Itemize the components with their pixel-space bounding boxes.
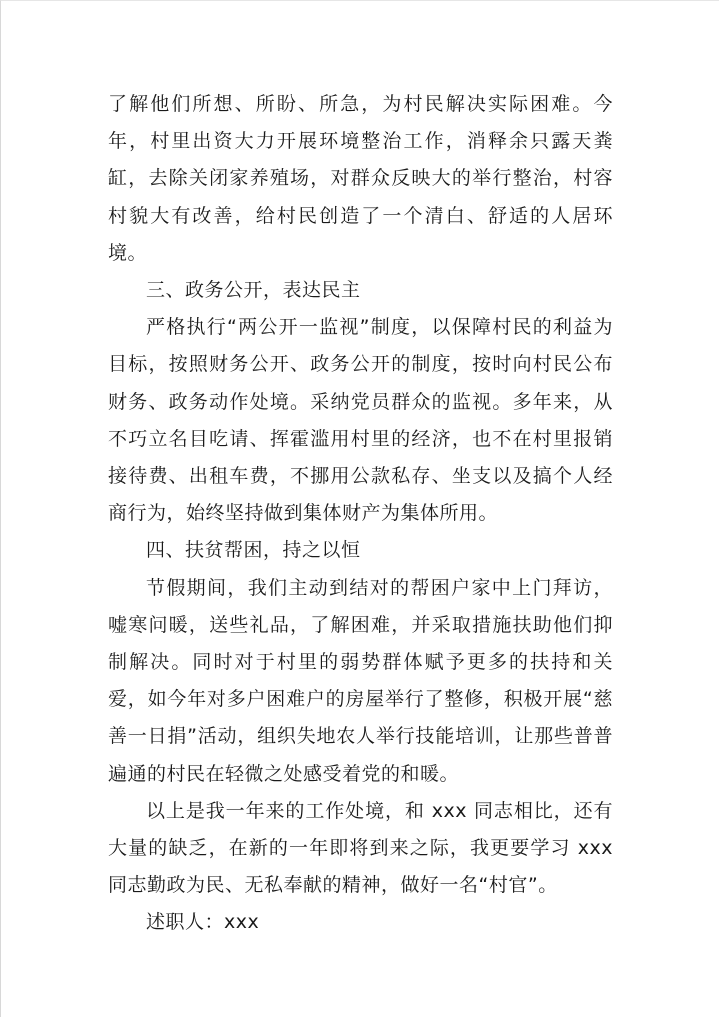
signature-line: 述职人：xxx <box>146 911 260 934</box>
paragraph-poverty-aid: 节假期间，我们主动到结对的帮困户家中上门拜访，嘘寒问暖，送些礼品，了解困难，并采取措施扶助他们抑制解决。同时对于村里的弱势群体赋予更多的扶持和关爱，如今年对多户困难户的房屋举行了整修，积极开展“慈善一日捐”活动，组织失地农人举行技能培训，让那些普普遍通的村民在轻微之处感受着党的和暖。 <box>108 576 613 785</box>
paragraph-conclusion: 以上是我一年来的工作处境，和 xxx 同志相比，还有大量的缺乏，在新的一年即将到来之际，我更要学习 xxx 同志勤政为民、无私奉献的精神，做好一名“村官”。 <box>108 799 613 897</box>
document-body <box>108 86 613 942</box>
paragraph-transparency: 严格执行“两公开一监视”制度，以保障村民的利益为目标，按照财务公开、政务公开的制度，按时向村民公布财务、政务动作处境。采纳党员群众的监视。多年来，从不巧立名目吃请、挥霍滥用村里的经济，也不在村里报销接待费、出租车费，不挪用公款私存、坐支以及搞个人经商行为，始终坚持做到集体财产为集体所用。 <box>108 316 613 525</box>
paragraph-environment: 了解他们所想、所盼、所急，为村民解决实际困难。今年，村里出资大力开展环境整治工作，消释余只露天粪缸，去除关闭家养殖场，对群众反映大的举行整治，村容村貌大有改善，给村民创造了一个清白、舒适的人居环境。 <box>108 93 613 264</box>
section-heading-4: 四、扶贫帮困，持之以恒 <box>146 539 361 562</box>
section-heading-3: 三、政务公开，表达民主 <box>146 279 361 302</box>
